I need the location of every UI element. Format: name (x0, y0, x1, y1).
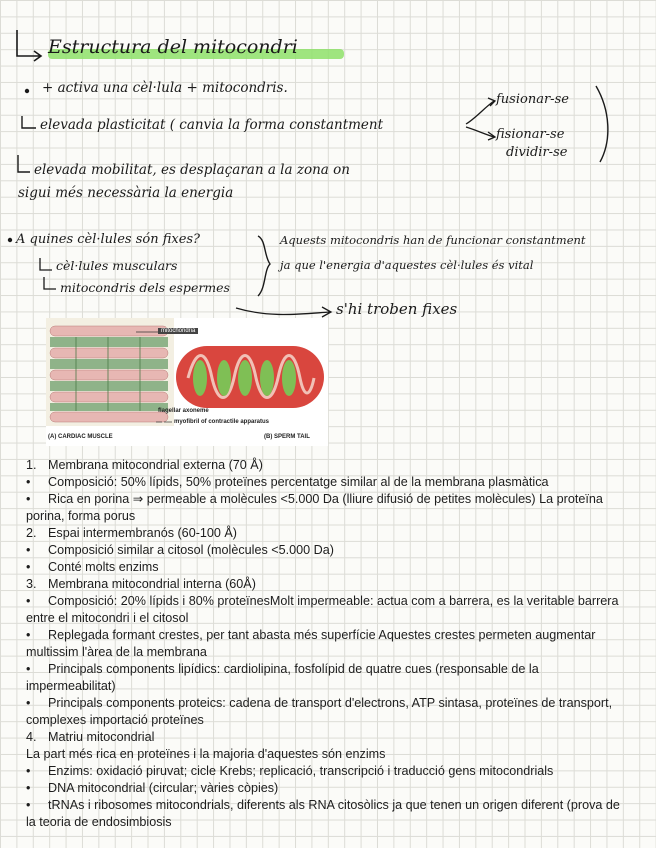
notes-branch-divide: dividir-se (506, 145, 568, 160)
heading-arrow-icon (17, 30, 41, 61)
notes-item-muscle: cèl·lules musculars (56, 258, 178, 273)
bullet-item: • Composició: 50% lípids, 50% proteïnes percentatge similar al de la membrana plasmàtica (26, 475, 549, 489)
bullet-item: • Composició: 20% lípids i 80% proteïnesMolt impermeable: actua com a barrera, es la veritable barrera entre el mitocondri i el citosol (26, 594, 619, 625)
list-item-2: 2. Espai intermembranós (60-100 Å) (26, 526, 237, 540)
mobility-arrow-icon (18, 155, 30, 172)
list-item-4: 4. Matriu mitocondrial (26, 730, 155, 744)
figure-caption-left: (A) CARDIAC MUSCLE (48, 434, 113, 440)
bullet-item: • tRNAs i ribosomes mitocondrials, diferents als RNA citosòlics ja que tenen un origen diferent (prova de la teoria de endosimbiosis (26, 798, 620, 829)
figure-tag-mitochondria: mitochondria (158, 328, 198, 334)
question-bullet (8, 238, 12, 242)
bullet-dot (25, 89, 29, 93)
plasticity-arrow-icon (22, 116, 36, 128)
figure-label-myofibril: myofibril of contractile apparatus (174, 419, 270, 425)
figure-caption-right: (B) SPERM TAIL (264, 434, 310, 440)
fixed-arrow-icon (236, 307, 331, 317)
figure-illustration (46, 318, 328, 446)
bullet-item: • Principals components proteics: cadena de transport d'electrons, ATP sintasa, proteïnes de transport, complexes importació proteïnes (26, 696, 613, 727)
notes-side-2: ja que l'energia d'aquestes cèl·lules és vital (280, 258, 534, 272)
bullet-item: • Rica en porina ⇒ permeable a molècules <5.000 Da (lliure difusió de petites molècules) La proteïna porina, forma porus (26, 492, 603, 523)
bullet-item: • Principals components lipídics: cardiolipina, fosfolípid de quatre cues (responsable de la impermeabilitat) (26, 662, 539, 693)
item2-arrow-icon (44, 277, 56, 289)
notes-item-sperm: mitocondris dels espermes (60, 280, 230, 295)
notes-line-mobility: elevada mobilitat, es desplaçaran a la zona on (34, 162, 350, 178)
bullet-item: • Replegada formant crestes, per tant abasta més superfície Aquestes crestes permeten augmentar multissim l'àrea de la membrana (26, 628, 596, 659)
item1-arrow-icon (40, 258, 52, 270)
mitochondria-figure (46, 318, 328, 446)
list-item-1: 1. Membrana mitocondrial externa (70 Å) (26, 458, 263, 472)
notes-question: A quines cèl·lules són fixes? (16, 232, 201, 247)
notes-line-plasticity: elevada plasticitat ( canvia la forma constantment (40, 117, 384, 133)
paragraph: La part més rica en proteïnes i la majoria d'aquestes són enzims (26, 747, 386, 761)
bullet-item: • Conté molts enzims (26, 560, 159, 574)
fusion-arrow-icon (466, 98, 495, 124)
list-item-3: 3. Membrana mitocondrial interna (60Å) (26, 577, 256, 591)
curly-brace-icon (258, 236, 270, 296)
bullet-item: • Enzims: oxidació piruvat; cicle Krebs; replicació, transcripció i traducció gens mitocondrials (26, 764, 554, 778)
notes-fixed: s'hi troben fixes (336, 300, 458, 318)
notes-branch-fusion: fusionar-se (496, 92, 569, 107)
figure-label-axoneme: flagellar axoneme (158, 408, 209, 414)
notes-line-active-cell: + activa una cèl·lula + mitocondris. (42, 80, 288, 96)
fission-arrow-icon (466, 127, 495, 140)
bullet-item: • DNA mitocondrial (circular; vàries còpies) (26, 781, 279, 795)
bullet-item: • Composició similar a citosol (molècules <5.000 Da) (26, 543, 334, 557)
notes-branch-fission: fisionar-se (496, 127, 565, 142)
notes-side-1: Aquests mitocondris han de funcionar constantment (280, 233, 586, 247)
typed-notes (26, 457, 628, 831)
paren-brace-icon (596, 86, 608, 162)
notes-heading: Estructura del mitocondri (48, 36, 298, 58)
notes-line-energy: sigui més necessària la energia (18, 185, 234, 201)
